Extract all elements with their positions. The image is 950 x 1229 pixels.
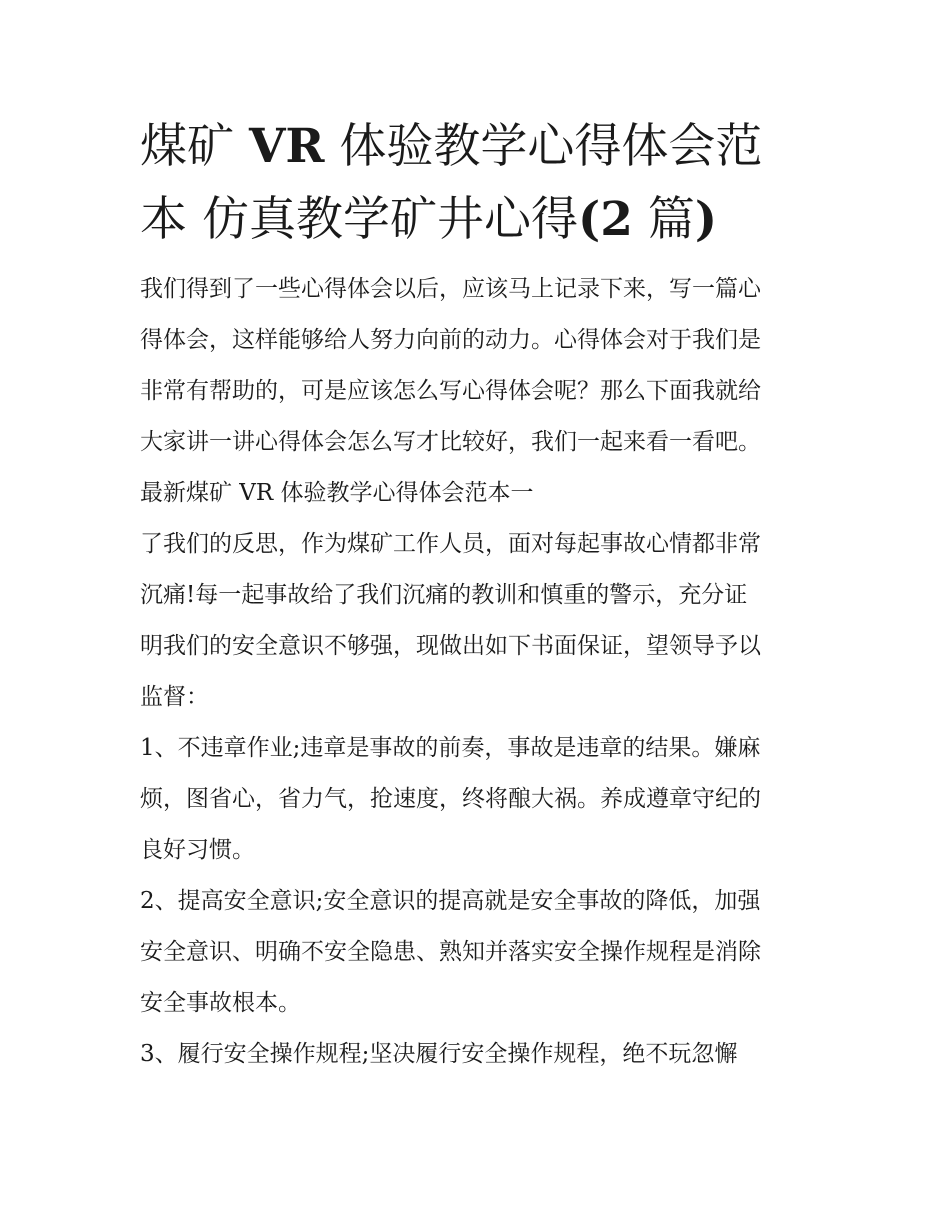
body-line-2: 沉痛!每一起事故给了我们沉痛的教训和慎重的警示，充分证 (140, 582, 748, 608)
document-title (140, 110, 820, 256)
body-line-3: 明我们的安全意识不够强，现做出如下书面保证，望领导予以 (140, 633, 761, 659)
section-heading: 最新煤矿 VR 体验教学心得体会范本一 (140, 480, 534, 506)
item-2-line-1: 2、提高安全意识;安全意识的提高就是安全事故的降低，加强 (140, 888, 761, 914)
item-1-line-1: 1、不违章作业;违章是事故的前奏，事故是违章的结果。嫌麻 (140, 735, 761, 761)
title-line-1: 煤矿 VR 体验教学心得体会范 (140, 119, 763, 174)
item-3-line-1: 3、履行安全操作规程;坚决履行安全操作规程，绝不玩忽懈 (140, 1041, 738, 1067)
title-line-2: 本 仿真教学矿井心得(2 篇) (140, 192, 718, 247)
intro-line-3: 非常有帮助的，可是应该怎么写心得体会呢？那么下面我就给 (140, 378, 761, 404)
document-page (140, 110, 820, 1080)
item-2-line-3: 安全事故根本。 (140, 990, 301, 1016)
body-line-4: 监督： (140, 684, 209, 710)
intro-line-1: 我们得到了一些心得体会以后，应该马上记录下来，写一篇心 (140, 276, 761, 302)
intro-line-2: 得体会，这样能够给人努力向前的动力。心得体会对于我们是 (140, 327, 761, 353)
item-1-line-3: 良好习惯。 (140, 837, 255, 863)
item-1-line-2: 烦，图省心，省力气，抢速度，终将酿大祸。养成遵章守纪的 (140, 786, 761, 812)
intro-line-4: 大家讲一讲心得体会怎么写才比较好，我们一起来看一看吧。 (140, 429, 761, 455)
item-2-line-2: 安全意识、明确不安全隐患、熟知并落实安全操作规程是消除 (140, 939, 761, 965)
body-line-1: 了我们的反思，作为煤矿工作人员，面对每起事故心情都非常 (140, 531, 761, 557)
